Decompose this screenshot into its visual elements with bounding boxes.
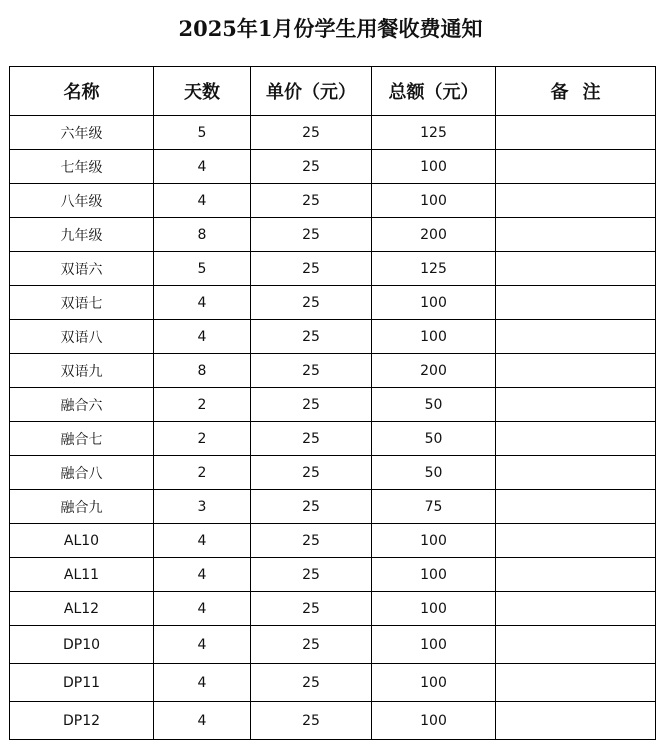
cell-unit-price: 25 [251,702,372,740]
cell-days: 4 [154,320,251,354]
cell-total: 100 [372,626,496,664]
cell-name: AL12 [10,592,154,626]
cell-days: 2 [154,388,251,422]
cell-name: DP12 [10,702,154,740]
cell-days: 4 [154,592,251,626]
table-header-row [10,67,656,116]
cell-note [496,558,656,592]
cell-total: 50 [372,456,496,490]
cell-days: 8 [154,218,251,252]
header-total: 总额（元） [372,67,496,116]
table-row [10,664,656,702]
cell-days: 2 [154,456,251,490]
cell-total: 100 [372,320,496,354]
cell-name: 双语八 [10,320,154,354]
table-body [10,116,656,740]
cell-name: 双语六 [10,252,154,286]
cell-name: DP10 [10,626,154,664]
cell-unit-price: 25 [251,354,372,388]
cell-note [496,320,656,354]
cell-name: 双语九 [10,354,154,388]
cell-name: 七年级 [10,150,154,184]
cell-total: 125 [372,252,496,286]
header-note: 备注 [496,67,656,116]
cell-days: 4 [154,150,251,184]
cell-name: 九年级 [10,218,154,252]
cell-note [496,664,656,702]
cell-total: 200 [372,218,496,252]
cell-days: 4 [154,702,251,740]
meal-fee-table [9,66,656,740]
cell-note [496,456,656,490]
cell-unit-price: 25 [251,664,372,702]
cell-unit-price: 25 [251,592,372,626]
cell-unit-price: 25 [251,286,372,320]
cell-days: 5 [154,252,251,286]
cell-total: 75 [372,490,496,524]
cell-total: 125 [372,116,496,150]
cell-note [496,702,656,740]
cell-unit-price: 25 [251,422,372,456]
table-row [10,422,656,456]
cell-unit-price: 25 [251,524,372,558]
cell-note [496,422,656,456]
cell-total: 100 [372,664,496,702]
table-row [10,354,656,388]
cell-unit-price: 25 [251,388,372,422]
table-row [10,524,656,558]
cell-days: 8 [154,354,251,388]
table-row [10,388,656,422]
cell-name: DP11 [10,664,154,702]
cell-note [496,116,656,150]
table-row [10,320,656,354]
table-row [10,626,656,664]
table-row [10,116,656,150]
cell-days: 2 [154,422,251,456]
cell-unit-price: 25 [251,252,372,286]
cell-name: 八年级 [10,184,154,218]
cell-name: AL10 [10,524,154,558]
cell-total: 100 [372,184,496,218]
header-unit-price: 单价（元） [251,67,372,116]
cell-note [496,184,656,218]
cell-total: 100 [372,150,496,184]
cell-note [496,252,656,286]
cell-total: 100 [372,702,496,740]
cell-unit-price: 25 [251,490,372,524]
document-title: 2025年1月份学生用餐收费通知 [178,16,483,41]
cell-name: 六年级 [10,116,154,150]
table-row [10,286,656,320]
cell-note [496,354,656,388]
cell-unit-price: 25 [251,184,372,218]
cell-days: 4 [154,626,251,664]
cell-total: 100 [372,592,496,626]
cell-name: 融合六 [10,388,154,422]
cell-note [496,592,656,626]
table-row [10,592,656,626]
cell-total: 200 [372,354,496,388]
table-row [10,702,656,740]
cell-days: 3 [154,490,251,524]
cell-note [496,490,656,524]
table-row [10,150,656,184]
cell-name: 融合八 [10,456,154,490]
header-name: 名称 [10,67,154,116]
cell-name: 融合九 [10,490,154,524]
cell-name: 双语七 [10,286,154,320]
cell-days: 4 [154,664,251,702]
cell-unit-price: 25 [251,558,372,592]
cell-unit-price: 25 [251,218,372,252]
header-days: 天数 [154,67,251,116]
cell-days: 4 [154,524,251,558]
cell-days: 4 [154,286,251,320]
cell-total: 100 [372,524,496,558]
cell-days: 4 [154,558,251,592]
cell-days: 5 [154,116,251,150]
cell-name: 融合七 [10,422,154,456]
cell-days: 4 [154,184,251,218]
cell-total: 100 [372,286,496,320]
cell-unit-price: 25 [251,320,372,354]
table-row [10,184,656,218]
table-row [10,456,656,490]
cell-note [496,218,656,252]
cell-unit-price: 25 [251,626,372,664]
cell-note [496,150,656,184]
cell-note [496,286,656,320]
table-row [10,218,656,252]
cell-unit-price: 25 [251,456,372,490]
cell-name: AL11 [10,558,154,592]
cell-note [496,626,656,664]
cell-unit-price: 25 [251,150,372,184]
cell-total: 50 [372,422,496,456]
table-row [10,558,656,592]
table-row [10,252,656,286]
cell-note [496,524,656,558]
table-row [10,490,656,524]
cell-total: 50 [372,388,496,422]
cell-unit-price: 25 [251,116,372,150]
cell-note [496,388,656,422]
cell-total: 100 [372,558,496,592]
